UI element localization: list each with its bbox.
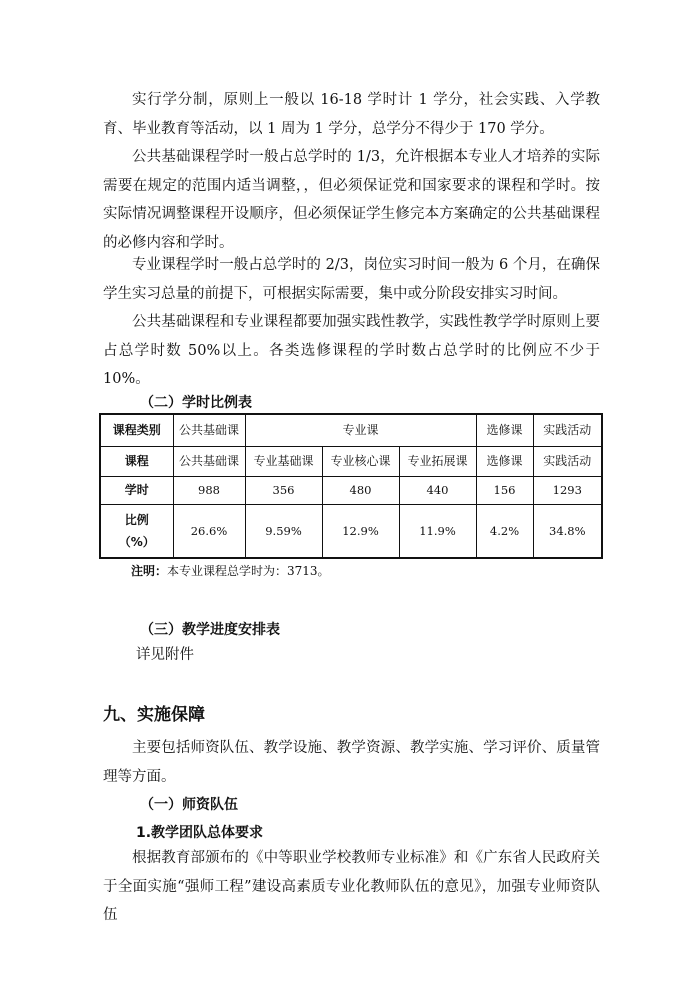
table-cell-category-major: 专业课 [245, 414, 476, 446]
table-cell-ratio: 11.9% [399, 504, 476, 558]
table-cell-hours: 156 [476, 476, 533, 504]
table-cell-course: 专业拓展课 [399, 446, 476, 476]
table-header-ratio [100, 504, 173, 558]
table-cell-hours: 480 [322, 476, 399, 504]
table-cell-course: 公共基础课 [173, 446, 245, 476]
table-row-hours [100, 476, 602, 504]
section-title-teachers: （一）师资队伍 [140, 797, 238, 813]
table-cell-ratio: 26.6% [173, 504, 245, 558]
table-cell-ratio: 34.8% [533, 504, 602, 558]
table-row-ratio [100, 504, 602, 558]
schedule-text: 详见附件 [136, 647, 194, 663]
chapter-title-implementation: 九、实施保障 [103, 705, 205, 725]
table-row-course [100, 446, 602, 476]
section-title-hour-ratio: （二）学时比例表 [140, 395, 252, 411]
table-note [131, 562, 330, 579]
ratio-label: 比例 [124, 512, 149, 527]
table-header-category: 课程类别 [100, 414, 173, 446]
table-cell-category-practice: 实践活动 [533, 414, 602, 446]
table-cell-hours: 1293 [533, 476, 602, 504]
paragraph-public-course-hours: 公共基础课程学时一般占总学时的 1/3，允许根据本专业人才培养的实际需要在规定的范围内适当调整，，但必须保证党和国家要求的课程和学时。按实际情况调整课程开设顺序，但必须保证学生修完本方案确定的公共基础课程的必修内容和学时。 [103, 149, 600, 251]
table-row-category [100, 414, 602, 446]
table-cell-ratio: 4.2% [476, 504, 533, 558]
hour-ratio-table [99, 413, 603, 559]
table-cell-course: 专业基础课 [245, 446, 322, 476]
table-cell-category-public: 公共基础课 [173, 414, 245, 446]
table-cell-course: 实践活动 [533, 446, 602, 476]
subsection-title-team-requirements: 1.教学团队总体要求 [136, 825, 264, 841]
table-cell-ratio: 9.59% [245, 504, 322, 558]
table-note-text: 本专业课程总学时为：3713。 [167, 564, 330, 578]
table-note-label: 注明： [131, 564, 168, 578]
paragraph-implementation-intro: 主要包括师资队伍、教学设施、教学资源、教学实施、学习评价、质量管理等方面。 [103, 740, 600, 785]
table-header-hours: 学时 [100, 476, 173, 504]
section-title-schedule: （三）教学进度安排表 [140, 622, 280, 638]
table-cell-category-elective: 选修课 [476, 414, 533, 446]
table-cell-hours: 440 [399, 476, 476, 504]
table-cell-hours: 988 [173, 476, 245, 504]
table-cell-hours: 356 [245, 476, 322, 504]
paragraph-major-course-hours: 专业课程学时一般占总学时的 2/3，岗位实习时间一般为 6 个月，在确保学生实习总量的前提下，可根据实际需要，集中或分阶段安排实习时间。 [103, 257, 600, 302]
paragraph-practice-teaching: 公共基础课程和专业课程都要加强实践性教学，实践性教学学时原则上要占总学时数 50%以上。各类选修课程的学时数占总学时的比例应不少于 10%。 [103, 314, 600, 387]
table-header-course: 课程 [100, 446, 173, 476]
ratio-unit: （%） [118, 534, 155, 549]
paragraph-credit-system: 实行学分制，原则上一般以 16-18 学时计 1 学分，社会实践、入学教育、毕业教育等活动，以 1 周为 1 学分，总学分不得少于 170 学分。 [103, 92, 600, 137]
table-cell-course: 选修课 [476, 446, 533, 476]
paragraph-team-requirements: 根据教育部颁布的《中等职业学校教师专业标准》和《广东省人民政府关于全面实施“强师工程”建设高素质专业化教师队伍的意见》，加强专业师资队伍 [103, 850, 600, 923]
table-cell-ratio: 12.9% [322, 504, 399, 558]
table-cell-course: 专业核心课 [322, 446, 399, 476]
